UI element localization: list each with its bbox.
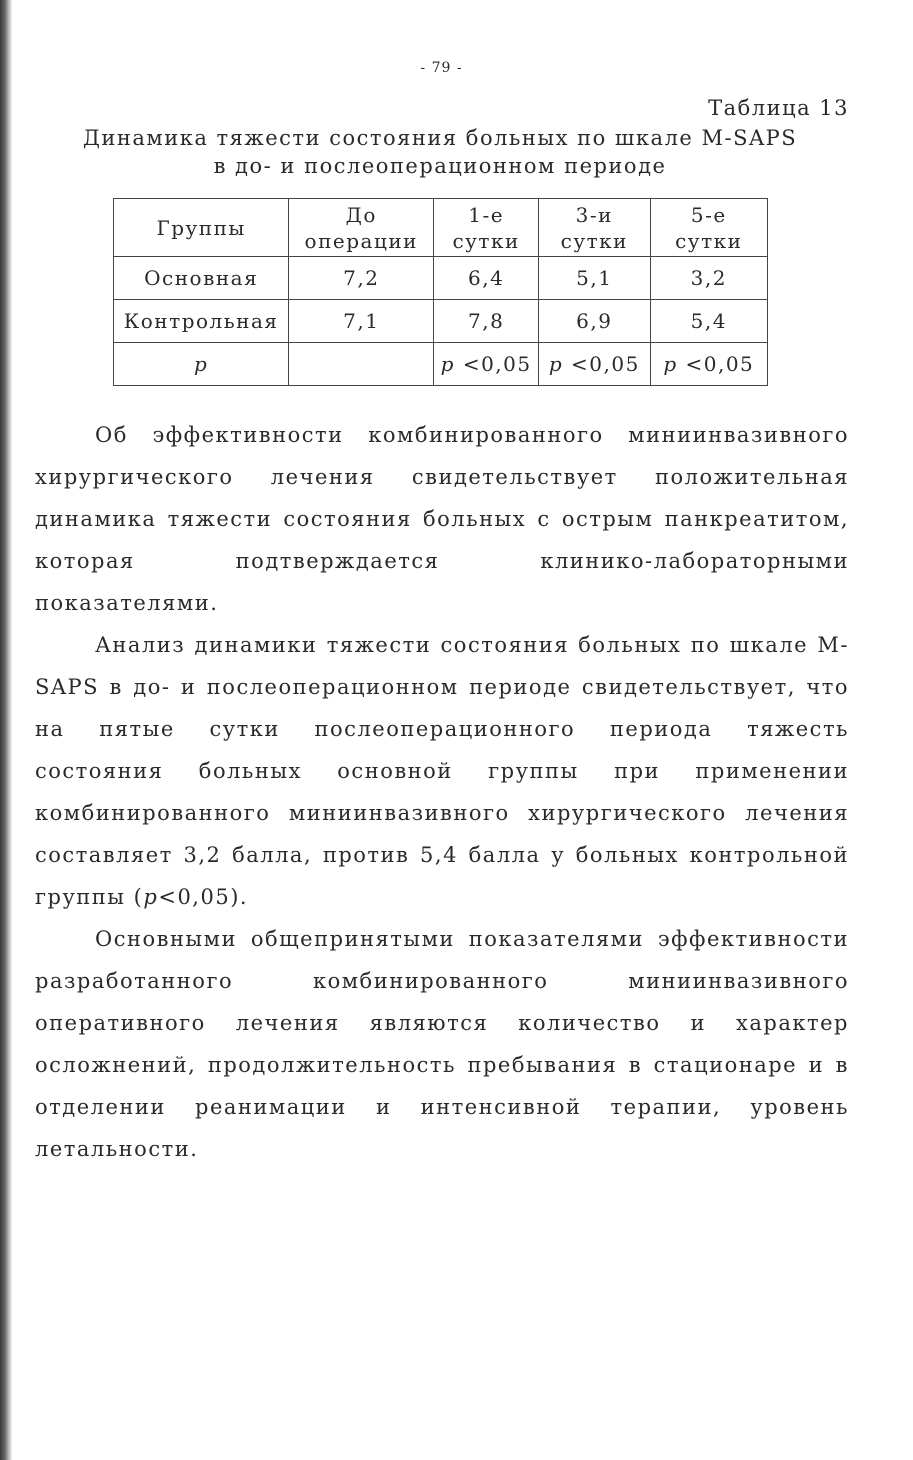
cell-day5-value: 5,4 <box>650 300 767 343</box>
table-label: Таблица 13 <box>708 96 849 120</box>
paragraph-2-text: Анализ динамики тяжести состояния больных по шкале M-SAPS в до- и послеоперационном периоде свидетельствует, что на пятые сутки послеоперационного периода тяжесть состояния больных основной группы при применении комбинированного миниинвазивного хирургического лечения составляет 3,2 балла, против 5,4 балла у больных контрольной группы ( <box>35 633 849 909</box>
cell-day3-value: 6,9 <box>539 300 651 343</box>
header-day3 <box>539 199 651 257</box>
header-day3-line-2: сутки <box>560 228 628 253</box>
p-symbol: p <box>663 352 678 376</box>
table-header-row <box>114 199 768 257</box>
paragraph-1: Об эффективности комбинированного миниинвазивного хирургического лечения свидетельствует положительная динамика тяжести состояния больных с острым панкреатитом, которая подтверждается клинико-лабораторными показателями. <box>35 423 849 615</box>
header-preop-line-1: До <box>345 202 377 227</box>
cell-day1-value: 7,8 <box>434 300 539 343</box>
page-binding-edge <box>0 0 12 1460</box>
table-caption-line-1: Динамика тяжести состояния больных по шкале M-SAPS <box>82 126 798 150</box>
header-day1 <box>434 199 539 257</box>
p-threshold: <0,05 <box>563 352 640 376</box>
paragraph-2 <box>35 624 849 918</box>
header-preop-line-2: операции <box>304 228 419 253</box>
header-groups <box>114 199 289 257</box>
cell-group-name: Контрольная <box>114 300 289 343</box>
cell-day5-value: 3,2 <box>650 257 767 300</box>
p-symbol: p <box>440 352 455 376</box>
p-threshold: <0,05 <box>677 352 755 376</box>
header-day1-line-1: 1-е <box>468 202 505 227</box>
header-preop <box>289 199 434 257</box>
cell-p-label: p <box>114 343 289 386</box>
cell-p-preop <box>289 343 434 386</box>
paragraph-3: Основными общепринятыми показателями эффективности разработанного комбинированного миниинвазивного оперативного лечения являются количество и характер осложнений, продолжительность пребывания в стационаре и в отделении реанимации и интенсивной терапии, уровень летальности. <box>35 927 849 1161</box>
table-row-control-group <box>114 300 768 343</box>
cell-p-day3 <box>539 343 651 386</box>
cell-p-day1 <box>434 343 539 386</box>
cell-preop-value: 7,1 <box>289 300 434 343</box>
p-symbol: p <box>548 352 564 376</box>
header-groups-label: Группы <box>156 215 246 240</box>
table-row-main-group <box>114 257 768 300</box>
cell-day3-value: 5,1 <box>539 257 651 300</box>
header-day3-line-1: 3-и <box>575 202 613 227</box>
body-text <box>35 414 849 1170</box>
cell-preop-value: 7,2 <box>289 257 434 300</box>
p-symbol: p <box>143 885 159 909</box>
table-caption-line-2: в до- и послеоперационном периоде <box>213 154 667 178</box>
severity-table <box>113 198 768 386</box>
header-day1-line-2: сутки <box>452 228 520 253</box>
cell-p-day5 <box>650 343 767 386</box>
header-day5-line-2: сутки <box>675 228 743 253</box>
p-threshold: <0,05 <box>454 352 532 376</box>
cell-group-name: Основная <box>114 257 289 300</box>
cell-day1-value: 6,4 <box>434 257 539 300</box>
paragraph-2-end: <0,05). <box>158 885 249 909</box>
table-row-p-value <box>114 343 768 386</box>
page-number: - 79 - <box>420 60 463 76</box>
table-caption <box>40 124 840 180</box>
header-day5 <box>650 199 767 257</box>
header-day5-line-1: 5-е <box>690 202 727 227</box>
